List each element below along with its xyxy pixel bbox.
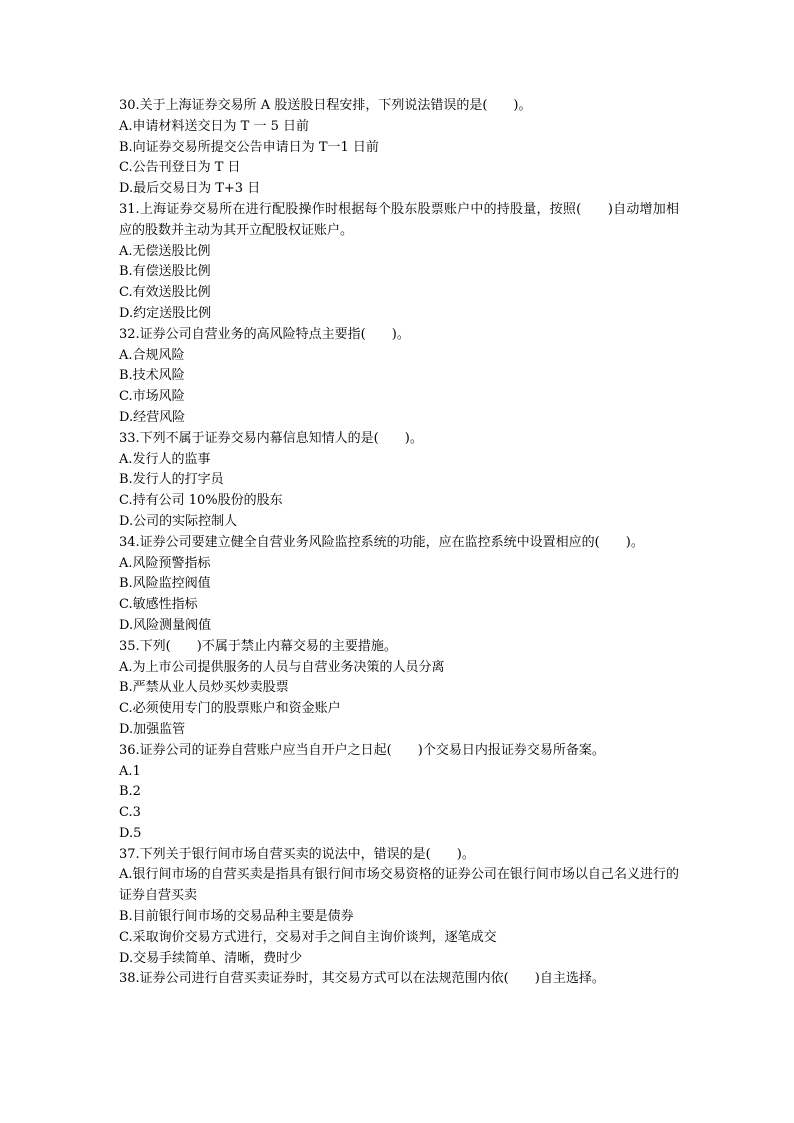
question-36-stem: 36.证券公司的证券自营账户应当自开户之日起( )个交易日内报证券交易所备案。 xyxy=(119,742,605,758)
question-33-option-d: D.公司的实际控制人 xyxy=(119,513,238,529)
question-34-option-b: B.风险监控阀值 xyxy=(119,576,211,592)
question-31-option-c: C.有效送股比例 xyxy=(119,285,211,301)
question-38-stem: 38.证券公司进行自营买卖证券时，其交易方式可以在法规范围内依( )自主选择。 xyxy=(119,971,605,987)
question-31-option-b: B.有偿送股比例 xyxy=(119,264,211,280)
question-36-option-c: C.3 xyxy=(119,805,141,821)
question-32-stem: 32.证券公司自营业务的高风险特点主要指( )。 xyxy=(119,326,410,342)
question-37-option-d: D.交易手续简单、清晰，费时少 xyxy=(119,950,303,966)
question-32-option-a: A.合规风险 xyxy=(119,347,185,363)
question-36-option-b: B.2 xyxy=(119,784,141,800)
question-33-option-a: A.发行人的监事 xyxy=(119,451,211,467)
question-34-option-c: C.敏感性指标 xyxy=(119,597,198,613)
question-31-stem: 31.上海证券交易所在进行配股操作时根据每个股东股票账户中的持股量，按照( )自动增加相应的股数并主动为其开立配股权证账户。 xyxy=(119,201,679,238)
question-35-option-a: A.为上市公司提供服务的人员与自营业务决策的人员分离 xyxy=(119,659,445,675)
question-31-option-d: D.约定送股比例 xyxy=(119,305,212,321)
question-35-option-b: B.严禁从业人员炒买炒卖股票 xyxy=(119,680,289,696)
question-30-option-b: B.向证券交易所提交公告申请日为 T一1 日前 xyxy=(119,139,379,155)
question-37-stem: 37.下列关于银行间市场自营买卖的说法中，错误的是( )。 xyxy=(119,846,475,862)
question-37-option-b: B.目前银行间市场的交易品种主要是债券 xyxy=(119,909,354,925)
question-32-option-c: C.市场风险 xyxy=(119,389,185,405)
question-32-option-b: B.技术风险 xyxy=(119,368,185,384)
question-32-option-d: D.经营风险 xyxy=(119,409,186,425)
question-34-option-a: A.风险预警指标 xyxy=(119,555,211,571)
question-37-option-c: C.采取询价交易方式进行，交易对手之间自主询价谈判，逐笔成交 xyxy=(119,929,497,945)
question-34-stem: 34.证券公司要建立健全自营业务风险监控系统的功能，应在监控系统中设置相应的( )。 xyxy=(119,534,644,550)
question-33-option-b: B.发行人的打字员 xyxy=(119,472,224,488)
exam-page xyxy=(119,96,679,990)
question-35-stem: 35.下列( )不属于禁止内幕交易的主要措施。 xyxy=(119,638,397,654)
question-30-option-a: A.申请材料送交日为 T 一 5 日前 xyxy=(119,118,309,134)
question-36-option-a: A.1 xyxy=(119,763,141,779)
question-35-option-d: D.加强监管 xyxy=(119,721,186,737)
question-30-option-c: C.公告刊登日为 T 日 xyxy=(119,160,241,176)
question-34-option-d: D.风险测量阀值 xyxy=(119,617,212,633)
question-35-option-c: C.必须使用专门的股票账户和资金账户 xyxy=(119,701,341,717)
question-36-option-d: D.5 xyxy=(119,825,142,841)
question-37-option-a: A.银行间市场的自营买卖是指具有银行间市场交易资格的证券公司在银行间市场以自己名义进行的证券自营买卖 xyxy=(119,867,679,904)
question-31-option-a: A.无偿送股比例 xyxy=(119,243,211,259)
question-33-option-c: C.持有公司 10%股份的股东 xyxy=(119,493,283,509)
question-33-stem: 33.下列不属于证券交易内幕信息知情人的是( )。 xyxy=(119,430,423,446)
question-30-option-d: D.最后交易日为 T+3 日 xyxy=(119,181,261,197)
question-30-stem: 30.关于上海证券交易所 A 股送股日程安排，下列说法错误的是( )。 xyxy=(119,98,532,113)
